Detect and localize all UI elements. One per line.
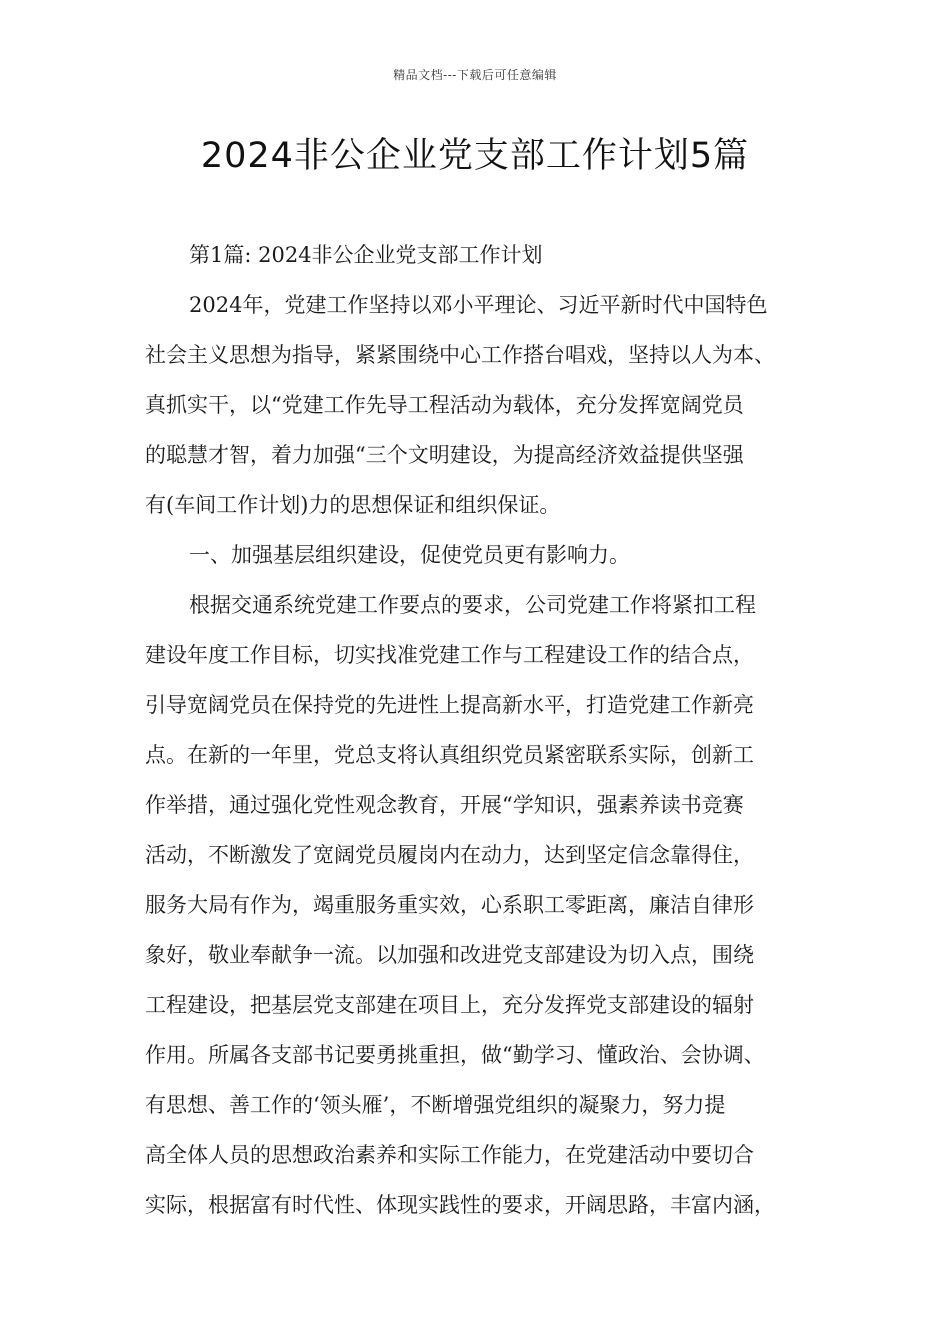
text-line: 高全体人员的思想政治素养和实际工作能力，在党建活动中要切合: [145, 1143, 754, 1167]
text-line: 活动，不断激发了宽阔党员履岗内在动力，达到坚定信念靠得住，: [145, 843, 754, 867]
text-line: 作用。所属各支部书记要勇挑重担，做“勤学习、懂政治、会协调、: [145, 1043, 765, 1067]
text-line: 建设年度工作目标，切实找准党建工作与工程建设工作的结合点，: [145, 643, 754, 667]
text-line: 象好，敬业奉献争一流。以加强和改进党支部建设为切入点，围绕: [145, 943, 754, 967]
text-line: 一、加强基层组织建设，促使党员更有影响力。: [189, 543, 630, 567]
text-line: 实际，根据富有时代性、体现实践性的要求，开阔思路，丰富内涵，: [145, 1193, 775, 1217]
text-line: 服务大局有作为，竭重服务重实效，心系职工零距离，廉洁自律形: [145, 893, 754, 917]
text-line: 有思想、善工作的‘领头雁’，不断增强党组织的凝聚力，努力提: [145, 1093, 726, 1117]
text-line: 作举措，通过强化党性观念教育，开展“学知识，强素养读书竞赛: [145, 793, 744, 817]
text-line: 的聪慧才智，着力加强“三个文明建设，为提高经济效益提供坚强: [145, 443, 744, 467]
text-line: 有(车间工作计划)力的思想保证和组织保证。: [145, 493, 561, 517]
text-line: 真抓实干，以“党建工作先导工程活动为载体，充分发挥宽阔党员: [145, 393, 744, 417]
text-line: 第1篇: 2024非公企业党支部工作计划: [189, 243, 543, 267]
text-line: 引导宽阔党员在保持党的先进性上提高新水平，打造党建工作新亮: [145, 693, 754, 717]
page-header-note: 精品文档---下载后可任意编辑: [393, 68, 557, 82]
document-title: 2024非公企业党支部工作计划5篇: [200, 136, 750, 176]
text-line: 社会主义思想为指导，紧紧围绕中心工作搭台唱戏，坚持以人为本、: [145, 343, 775, 367]
text-line: 工程建设，把基层党支部建在项目上，充分发挥党支部建设的辐射: [145, 993, 754, 1017]
text-line: 根据交通系统党建工作要点的要求，公司党建工作将紧扣工程: [189, 593, 756, 617]
text-line: 2024年，党建工作坚持以邓小平理论、习近平新时代中国特色: [189, 293, 768, 317]
text-line: 点。在新的一年里，党总支将认真组织党员紧密联系实际，创新工: [145, 743, 754, 767]
document-body: [145, 230, 825, 1230]
